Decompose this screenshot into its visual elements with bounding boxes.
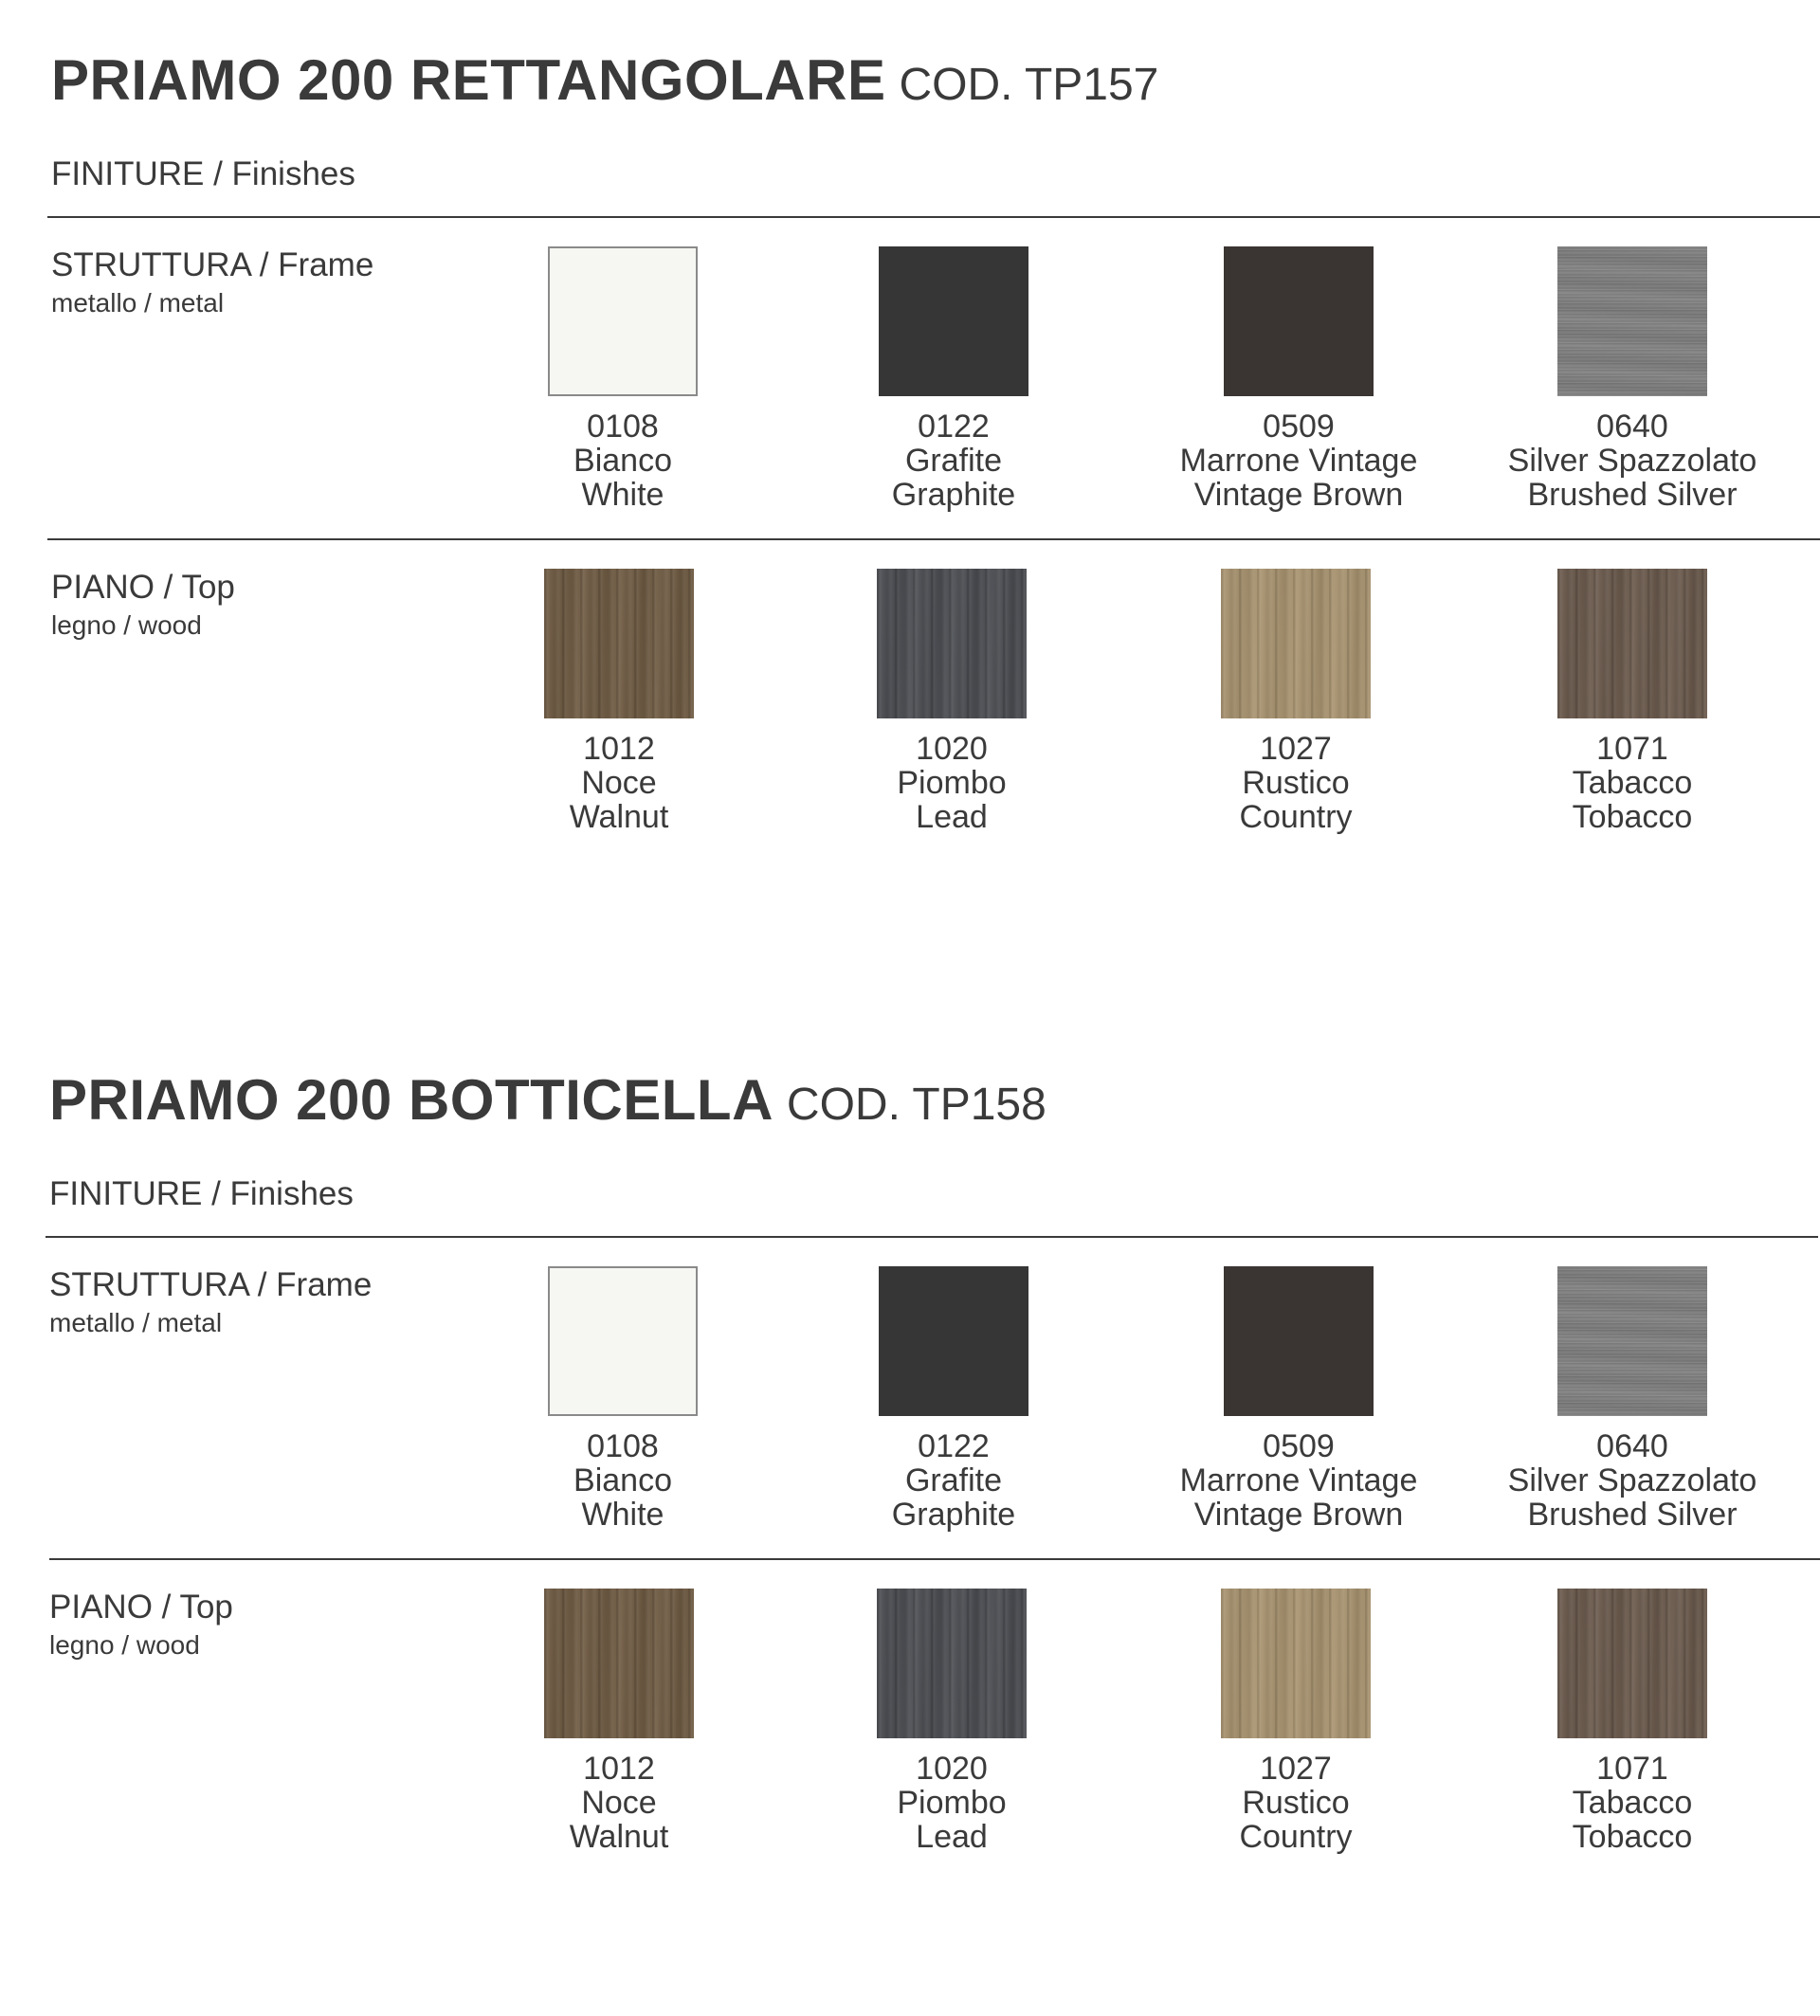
finish-swatch[interactable] (1557, 1266, 1707, 1416)
swatch-code: 0640 (1596, 409, 1668, 445)
swatch-caption (802, 1429, 1105, 1532)
swatch-name-it: Piombo (897, 1785, 1007, 1821)
product-title (51, 47, 1158, 113)
product-code: COD. TP158 (786, 1080, 1046, 1130)
swatch-code: 0122 (918, 409, 990, 445)
swatch-item[interactable] (471, 1266, 774, 1532)
swatch-caption (1481, 732, 1784, 834)
swatch-item[interactable] (1144, 1589, 1447, 1854)
finish-row-frame (0, 218, 1820, 540)
swatch-name-it: Rustico (1242, 1785, 1350, 1821)
finishes-label: FINITURE / Finishes (49, 1175, 354, 1212)
finish-swatch[interactable] (1557, 246, 1707, 396)
swatch-name-it: Marrone Vintage (1179, 443, 1418, 479)
finish-row-top (0, 1560, 1820, 1882)
finish-swatch[interactable] (1557, 1589, 1707, 1738)
swatch-item[interactable] (802, 1266, 1105, 1532)
swatch-code: 0640 (1596, 1428, 1668, 1464)
swatch-code: 1027 (1260, 1751, 1332, 1787)
swatch-code: 1012 (583, 731, 655, 767)
swatch-item[interactable] (1481, 1589, 1784, 1854)
row-subtitle: legno / wood (49, 1630, 200, 1660)
swatch-item[interactable] (1147, 1266, 1450, 1532)
swatch-name-it: Silver Spazzolato (1507, 443, 1757, 479)
swatch-name-en: Vintage Brown (1193, 1497, 1404, 1533)
swatch-name-it: Grafite (904, 1462, 1003, 1498)
swatch-name-it: Bianco (573, 1462, 672, 1498)
swatch-code: 0108 (587, 1428, 659, 1464)
swatch-name-it: Grafite (904, 443, 1003, 479)
finish-swatch[interactable] (879, 1266, 1028, 1416)
row-subtitle: metallo / metal (51, 288, 225, 318)
product-code: COD. TP157 (899, 60, 1159, 110)
swatch-name-en: Graphite (891, 1497, 1016, 1533)
swatch-name-en: Lead (916, 799, 988, 835)
swatch-code: 0108 (587, 409, 659, 445)
product-name: PRIAMO 200 RETTANGOLARE (51, 48, 886, 112)
swatch-caption (1481, 1752, 1784, 1854)
swatch-caption (802, 409, 1105, 512)
finish-swatch[interactable] (544, 1589, 694, 1738)
swatch-name-it: Silver Spazzolato (1507, 1462, 1757, 1498)
swatch-caption (1147, 1429, 1450, 1532)
finish-row-frame (0, 1238, 1820, 1560)
finish-row-top (0, 540, 1820, 863)
swatch-code: 1071 (1596, 1751, 1668, 1787)
row-title: PIANO / Top (49, 1589, 233, 1626)
finish-swatch[interactable] (879, 246, 1028, 396)
swatch-item[interactable] (802, 246, 1105, 512)
finish-swatch[interactable] (1221, 569, 1371, 718)
swatch-item[interactable] (1481, 1266, 1784, 1532)
finish-swatch[interactable] (544, 569, 694, 718)
swatch-name-en: Graphite (891, 477, 1016, 513)
swatch-name-it: Tabacco (1572, 765, 1693, 801)
swatch-name-it: Noce (581, 1785, 657, 1821)
swatch-caption (467, 1752, 771, 1854)
swatch-name-en: Tobacco (1572, 799, 1693, 835)
swatch-name-en: Brushed Silver (1527, 1497, 1738, 1533)
row-header (49, 1266, 372, 1338)
swatch-name-en: Walnut (569, 799, 669, 835)
swatch-caption (1481, 1429, 1784, 1532)
swatch-code: 1020 (916, 731, 988, 767)
swatch-item[interactable] (1481, 569, 1784, 834)
swatch-name-it: Piombo (897, 765, 1007, 801)
finish-swatch[interactable] (877, 1589, 1027, 1738)
finish-swatch[interactable] (1221, 1589, 1371, 1738)
swatch-caption (471, 1429, 774, 1532)
swatch-name-en: Lead (916, 1819, 988, 1855)
swatch-name-en: Vintage Brown (1193, 477, 1404, 513)
finish-swatch[interactable] (1557, 569, 1707, 718)
swatch-caption (1481, 409, 1784, 512)
row-title: STRUTTURA / Frame (51, 246, 374, 283)
swatch-name-en: White (581, 477, 664, 513)
swatch-code: 1012 (583, 1751, 655, 1787)
swatch-item[interactable] (467, 1589, 771, 1854)
swatch-name-en: Walnut (569, 1819, 669, 1855)
row-title: PIANO / Top (51, 569, 235, 606)
swatch-item[interactable] (1147, 246, 1450, 512)
swatch-name-it: Bianco (573, 443, 672, 479)
swatch-name-it: Rustico (1242, 765, 1350, 801)
swatch-code: 1027 (1260, 731, 1332, 767)
product-title (49, 1067, 1046, 1133)
finish-swatch[interactable] (1224, 246, 1374, 396)
swatch-code: 0509 (1263, 409, 1335, 445)
row-subtitle: legno / wood (51, 610, 202, 640)
swatch-caption (1144, 732, 1447, 834)
row-header (51, 246, 373, 318)
swatch-item[interactable] (1144, 569, 1447, 834)
finish-swatch[interactable] (1224, 1266, 1374, 1416)
swatch-code: 0122 (918, 1428, 990, 1464)
finish-swatch[interactable] (548, 246, 698, 396)
swatch-name-en: Country (1239, 799, 1353, 835)
swatch-caption (800, 732, 1103, 834)
swatch-name-it: Marrone Vintage (1179, 1462, 1418, 1498)
finish-swatch[interactable] (548, 1266, 698, 1416)
swatch-caption (1144, 1752, 1447, 1854)
row-title: STRUTTURA / Frame (49, 1266, 373, 1303)
swatch-caption (471, 409, 774, 512)
swatch-item[interactable] (800, 569, 1103, 834)
swatch-name-en: Country (1239, 1819, 1353, 1855)
swatch-item[interactable] (467, 569, 771, 834)
swatch-caption (467, 732, 771, 834)
swatch-name-en: Tobacco (1572, 1819, 1693, 1855)
swatch-name-en: Brushed Silver (1527, 477, 1738, 513)
swatch-item[interactable] (800, 1589, 1103, 1854)
row-header (49, 1589, 233, 1661)
swatch-caption (1147, 409, 1450, 512)
row-subtitle: metallo / metal (49, 1308, 223, 1337)
swatch-item[interactable] (1481, 246, 1784, 512)
swatch-code: 0509 (1263, 1428, 1335, 1464)
finish-swatch[interactable] (877, 569, 1027, 718)
swatch-name-it: Tabacco (1572, 1785, 1693, 1821)
swatch-code: 1020 (916, 1751, 988, 1787)
product-name: PRIAMO 200 BOTTICELLA (49, 1068, 774, 1132)
row-header (51, 569, 235, 641)
swatch-caption (800, 1752, 1103, 1854)
swatch-name-en: White (581, 1497, 664, 1533)
swatch-code: 1071 (1596, 731, 1668, 767)
swatch-name-it: Noce (581, 765, 657, 801)
swatch-item[interactable] (471, 246, 774, 512)
finishes-label: FINITURE / Finishes (51, 155, 355, 192)
